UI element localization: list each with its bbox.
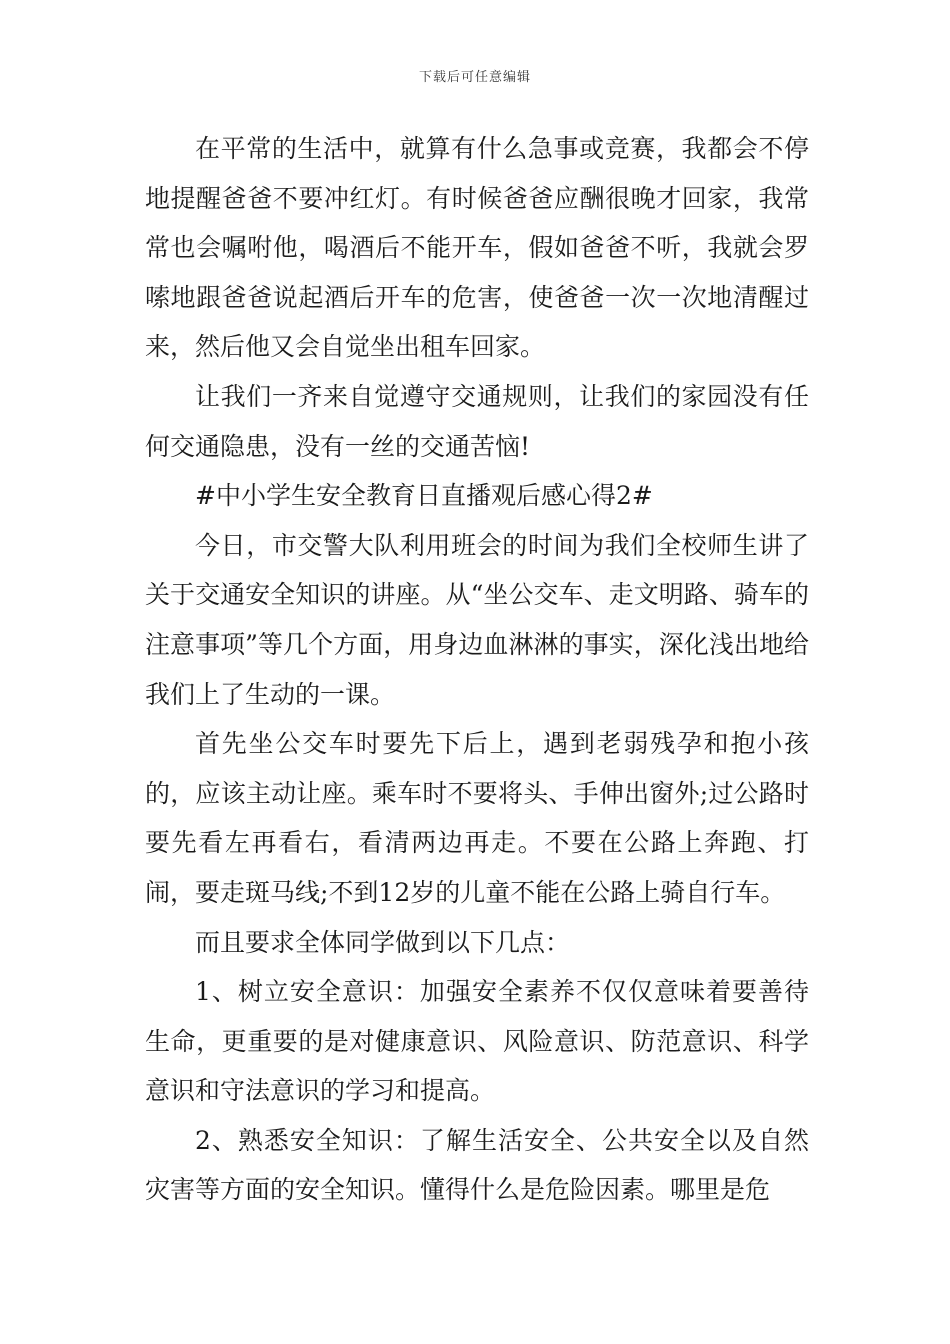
document-body xyxy=(145,124,809,1215)
page-header: 下载后可任意编辑 xyxy=(418,70,531,85)
list-item: 2、熟悉安全知识：了解生活安全、公共安全以及自然灾害等方面的安全知识。懂得什么是危险因素。哪里是危 xyxy=(145,1125,809,1205)
paragraph: 让我们一齐来自觉遵守交通规则，让我们的家园没有任何交通隐患，没有一丝的交通苦恼! xyxy=(145,381,809,461)
paragraph: 首先坐公交车时要先下后上，遇到老弱残孕和抱小孩的，应该主动让座。乘车时不要将头、手伸出窗外;过公路时要先看左再看右，看清两边再走。不要在公路上奔跑、打闹，要走斑马线;不到12岁的儿童不能在公路上骑自行车。 xyxy=(145,729,809,907)
paragraph: 而且要求全体同学做到以下几点： xyxy=(195,927,571,957)
paragraph: 今日，市交警大队利用班会的时间为我们全校师生讲了关于交通安全知识的讲座。从“坐公交车、走文明路、骑车的注意事项”等几个方面，用身边血淋淋的事实，深化浅出地给我们上了生动的一课。 xyxy=(145,530,809,709)
section-heading: #中小学生安全教育日直播观后感心得2# xyxy=(195,481,653,511)
paragraph: 在平常的生活中，就算有什么急事或竞赛，我都会不停地提醒爸爸不要冲红灯。有时候爸爸应酬很晚才回家，我常常也会嘱咐他，喝酒后不能开车，假如爸爸不听，我就会罗嗦地跟爸爸说起酒后开车的危害，使爸爸一次一次地清醒过来，然后他又会自觉坐出租车回家。 xyxy=(145,134,809,362)
list-item: 1、树立安全意识：加强安全素养不仅仅意味着要善待生命，更重要的是对健康意识、风险意识、防范意识、科学意识和守法意识的学习和提高。 xyxy=(145,977,809,1106)
